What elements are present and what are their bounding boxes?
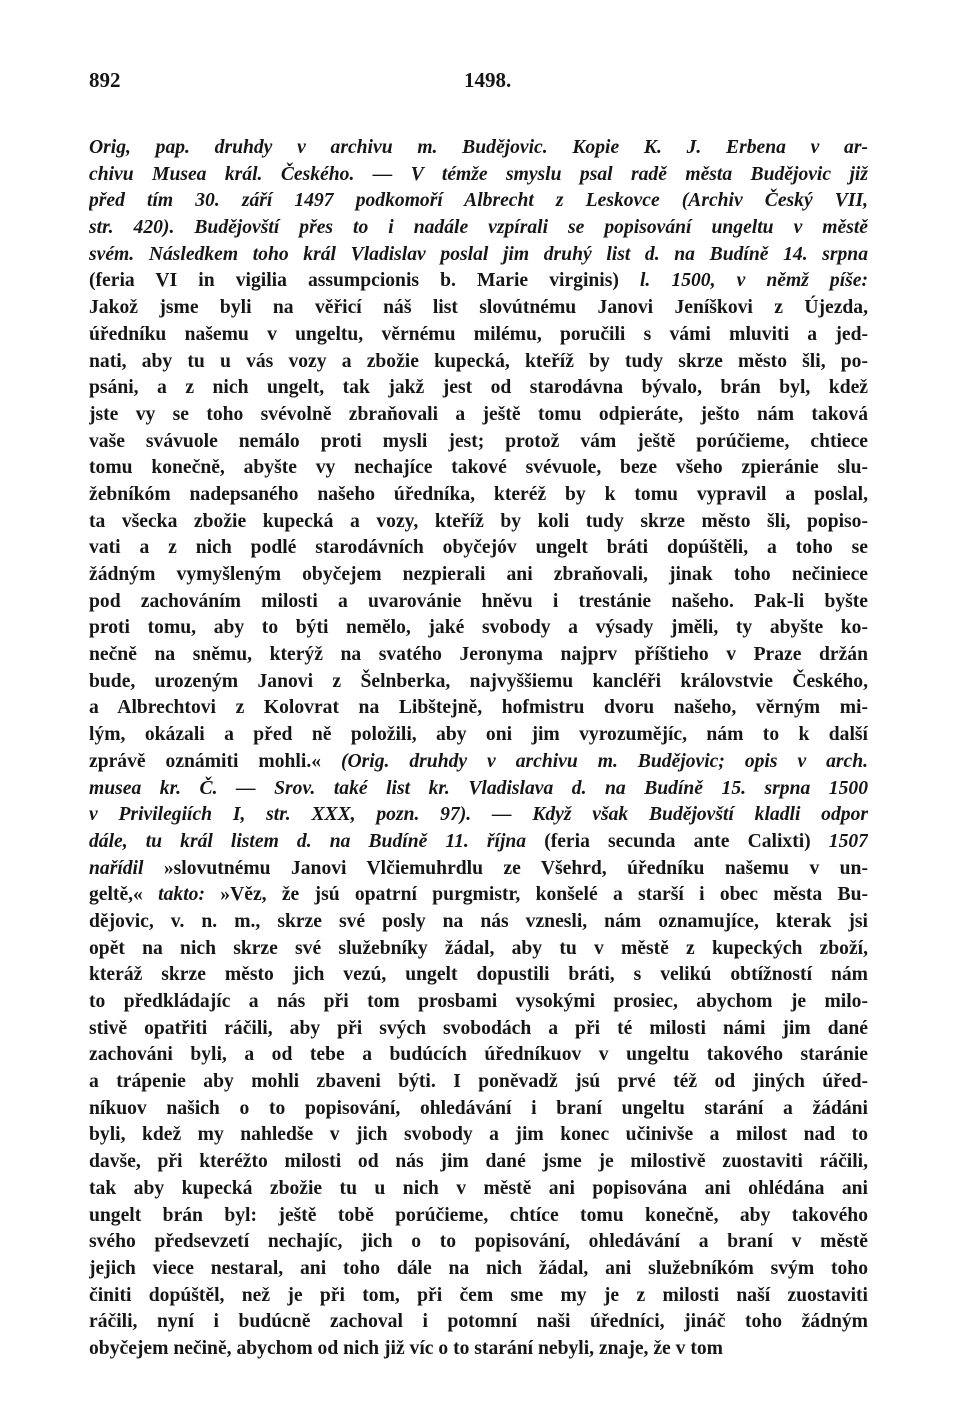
text-line <box>89 1229 868 1256</box>
text-segment: žádným vymyšleným obyčejem nezpierali ani zbraňovali, jinak toho nečiniece <box>89 564 868 585</box>
italic-text-segment: l. 1500, v němž píše: <box>639 270 868 292</box>
text-segment: stivě opatřiti ráčili, aby při svých svobodách a při té milosti námi jim dané <box>89 1017 868 1039</box>
text-segment: jste vy se toho svévolně zbraňovali a ještě tomu odpieráte, ješto nám taková <box>89 403 868 425</box>
text-segment: ta všecka zbožie kupecká a vozy, kteříž by koli tudy skrze město šli, popiso- <box>89 510 868 532</box>
text-segment: psáni, a z nich ungelt, tak jakž jest od starodávna bývalo, brán byl, kdež <box>89 377 868 399</box>
text-line <box>89 1176 868 1203</box>
text-line <box>89 1309 868 1336</box>
text-segment: »slovutnému Janovi Vlčiemuhrdlu ze Všehrd, úředníku našemu v un- <box>163 857 868 879</box>
text-segment: úředníku našemu v ungeltu, věrnému milému, poručili s vámi mluviti a jed- <box>89 323 868 345</box>
text-segment: lým, okázali a před ně položili, aby oni jim vyrozumějíc, nám to k další <box>89 724 868 746</box>
italic-text-segment: 1507 <box>828 830 868 852</box>
text-segment: Jakož jsme byli na věřicí náš list slovútnému Janovi Jeníškovi z Újezda, <box>89 297 868 319</box>
text-segment: vati a z nich podlé starodávních obyčejóv ungelt bráti dopúštěli, a toho se <box>89 537 868 559</box>
text-line <box>89 936 868 963</box>
italic-text-segment: (Orig. druhdy v archivu m. Budějovic; opis v arch. <box>340 750 868 772</box>
text-line <box>89 1042 868 1069</box>
text-line <box>89 535 868 562</box>
text-line <box>89 162 868 189</box>
text-line <box>89 669 868 696</box>
text-segment: ráčili, nyní i budúcně zachoval i potomní naši úředníci, jináč toho žádným <box>89 1311 868 1333</box>
running-head-year: 1498. <box>464 68 512 92</box>
body-text <box>89 135 868 1363</box>
text-segment: bude, urozeným Janovi z Šelnberka, najvyššiemu kancléři královstvie Českého, <box>89 670 868 692</box>
italic-text-segment: před tím 30. září 1497 podkomoří Albrecht z Leskovce (Archiv Český VII, <box>89 190 868 212</box>
text-line <box>89 1122 868 1149</box>
text-segment: kteráž skrze město jich vezú, ungelt dopustili bráti, s velikú obtížností nám <box>89 964 868 986</box>
italic-text-segment: chivu Musea král. Českého. — V témže smyslu psal radě města Budějovic již <box>89 163 868 185</box>
text-line <box>89 455 868 482</box>
text-segment: tomu konečně, abyšte vy nechajíce takové svévuole, beze všeho zpieránie slu- <box>89 457 868 479</box>
page-header <box>89 68 869 98</box>
text-segment: opět na nich skrze své služebníky žádal, aby tu v městě z kupeckých zboží, <box>89 937 868 959</box>
text-line <box>89 856 868 883</box>
italic-text-segment: str. 420). Budějovští přes to i nadále vzpírali se popisování ungeltu v městě <box>89 217 868 239</box>
text-segment: »Věz, že jsú opatrní purgmistr, konšelé a starší i obec města Bu- <box>220 884 868 906</box>
text-line <box>89 1336 868 1363</box>
text-line <box>89 695 868 722</box>
text-line <box>89 802 868 829</box>
text-line <box>89 242 868 269</box>
text-line <box>89 268 868 295</box>
italic-text-segment: v Privilegiích I, str. XXX, pozn. 97). — Když však Budějovští kladli odpor <box>89 804 868 826</box>
text-line <box>89 1096 868 1123</box>
text-segment: davše, při kteréžto milosti od nás jim dané jsme je milostivě zuostaviti ráčili, <box>89 1151 868 1173</box>
text-segment: jejich viece nestaral, ani toho dále na nich žádal, ani služebníkóm svým toho <box>89 1257 868 1279</box>
text-line <box>89 615 868 642</box>
text-line <box>89 1069 868 1096</box>
italic-text-segment: musea kr. Č. — Srov. také list kr. Vladislava d. na Budíně 15. srpna 1500 <box>89 777 868 799</box>
text-line <box>89 429 868 456</box>
text-line <box>89 1016 868 1043</box>
text-segment: (feria secunda ante Calixti) <box>544 830 829 852</box>
text-segment: (feria VI in vigilia assumpcionis b. Marie virginis) <box>89 270 640 292</box>
text-segment: obyčejem nečině, abychom od nich již víc o to starání nebyli, znaje, že v tom <box>89 1337 723 1359</box>
text-segment: vaše svávuole nemálo proti mysli jest; protož vám ještě porúčieme, chtiece <box>89 430 868 452</box>
text-line <box>89 215 868 242</box>
text-segment: tak aby kupecká zbožie tu u nich v městě ani popisována ani ohlédána ani <box>89 1177 868 1199</box>
text-line <box>89 642 868 669</box>
text-segment: byli, kdež my nahledše v jich svobody a jim konec učinivše a milost nad to <box>89 1124 868 1146</box>
italic-text-segment: nařídil <box>89 857 164 879</box>
text-segment: zprávě oznámiti mohli.« <box>89 750 341 772</box>
text-line <box>89 1283 868 1310</box>
text-line <box>89 349 868 376</box>
text-line <box>89 509 868 536</box>
text-line <box>89 1256 868 1283</box>
italic-text-segment: dále, tu král listem d. na Budíně 11. října <box>89 830 545 852</box>
text-line <box>89 776 868 803</box>
italic-text-segment: takto: <box>158 884 221 906</box>
text-line <box>89 1203 868 1230</box>
text-line <box>89 909 868 936</box>
italic-text-segment: Orig, pap. druhdy v archivu m. Budějovic. Kopie K. J. Erbena v ar- <box>89 137 868 158</box>
text-segment: proti tomu, aby to býti nemělo, jaké svobody a výsady jměli, ty abyšte ko- <box>89 617 868 639</box>
text-line <box>89 375 868 402</box>
text-segment: pod zachováním milosti a uvarovánie hněvu i trestánie našeho. Pak-li byšte <box>89 590 868 612</box>
text-segment: a Albrechtovi z Kolovrat na Libštejně, hofmistru dvoru našeho, věrným mi- <box>89 697 868 719</box>
text-line <box>89 749 868 776</box>
text-line <box>89 562 868 589</box>
text-line <box>89 829 868 856</box>
page-number: 892 <box>89 68 121 92</box>
text-line <box>89 722 868 749</box>
text-segment: níkuov našich o to popisování, ohledávání i braní ungeltu starání a žádáni <box>89 1097 868 1119</box>
text-line <box>89 135 868 162</box>
text-segment: činiti dopúštěl, než je při tom, při čem sme my je z milosti naší zuostaviti <box>89 1284 868 1306</box>
text-line <box>89 882 868 909</box>
text-segment: zachováni byli, a od tebe a budúcích úředníkuov v ungeltu takového staránie <box>89 1044 868 1066</box>
text-segment: dějovic, v. n. m., skrze své posly na nás vznesli, nám oznamujíce, kterak jsi <box>89 910 868 932</box>
text-segment: nečně na sněmu, kterýž na svatého Jeronyma najprv příštieho v Praze držán <box>89 644 868 666</box>
text-line <box>89 295 868 322</box>
text-line <box>89 322 868 349</box>
text-line <box>89 962 868 989</box>
text-segment: a trápenie aby mohli zbaveni býti. I poněvadž jsú prvé též od jiných úřed- <box>89 1071 868 1093</box>
text-line <box>89 1149 868 1176</box>
italic-text-segment: svém. Následkem toho král Vladislav poslal jim druhý list d. na Budíně 14. srpna <box>89 243 868 265</box>
text-line <box>89 989 868 1016</box>
text-line <box>89 402 868 429</box>
text-segment: svého předsevzetí nechajíc, jich o to popisování, ohledávání a braní v městě <box>89 1231 868 1253</box>
text-segment: geltě,« <box>89 884 159 906</box>
text-line <box>89 188 868 215</box>
text-segment: ungelt brán byl: ještě tobě porúčieme, chtíce tomu konečně, aby takového <box>89 1204 868 1226</box>
text-line <box>89 482 868 509</box>
text-segment: to předkládajíc a nás při tom prosbami vysokými prosiec, abychom je milo- <box>89 991 868 1012</box>
text-segment: nati, aby tu u vás vozy a zbožie kupecká, kteříž by tudy skrze město šli, po- <box>89 350 868 372</box>
text-line <box>89 589 868 616</box>
text-segment: žebníkóm nadepsaného našeho úředníka, kteréž by k tomu vypravil a poslal, <box>89 483 868 505</box>
